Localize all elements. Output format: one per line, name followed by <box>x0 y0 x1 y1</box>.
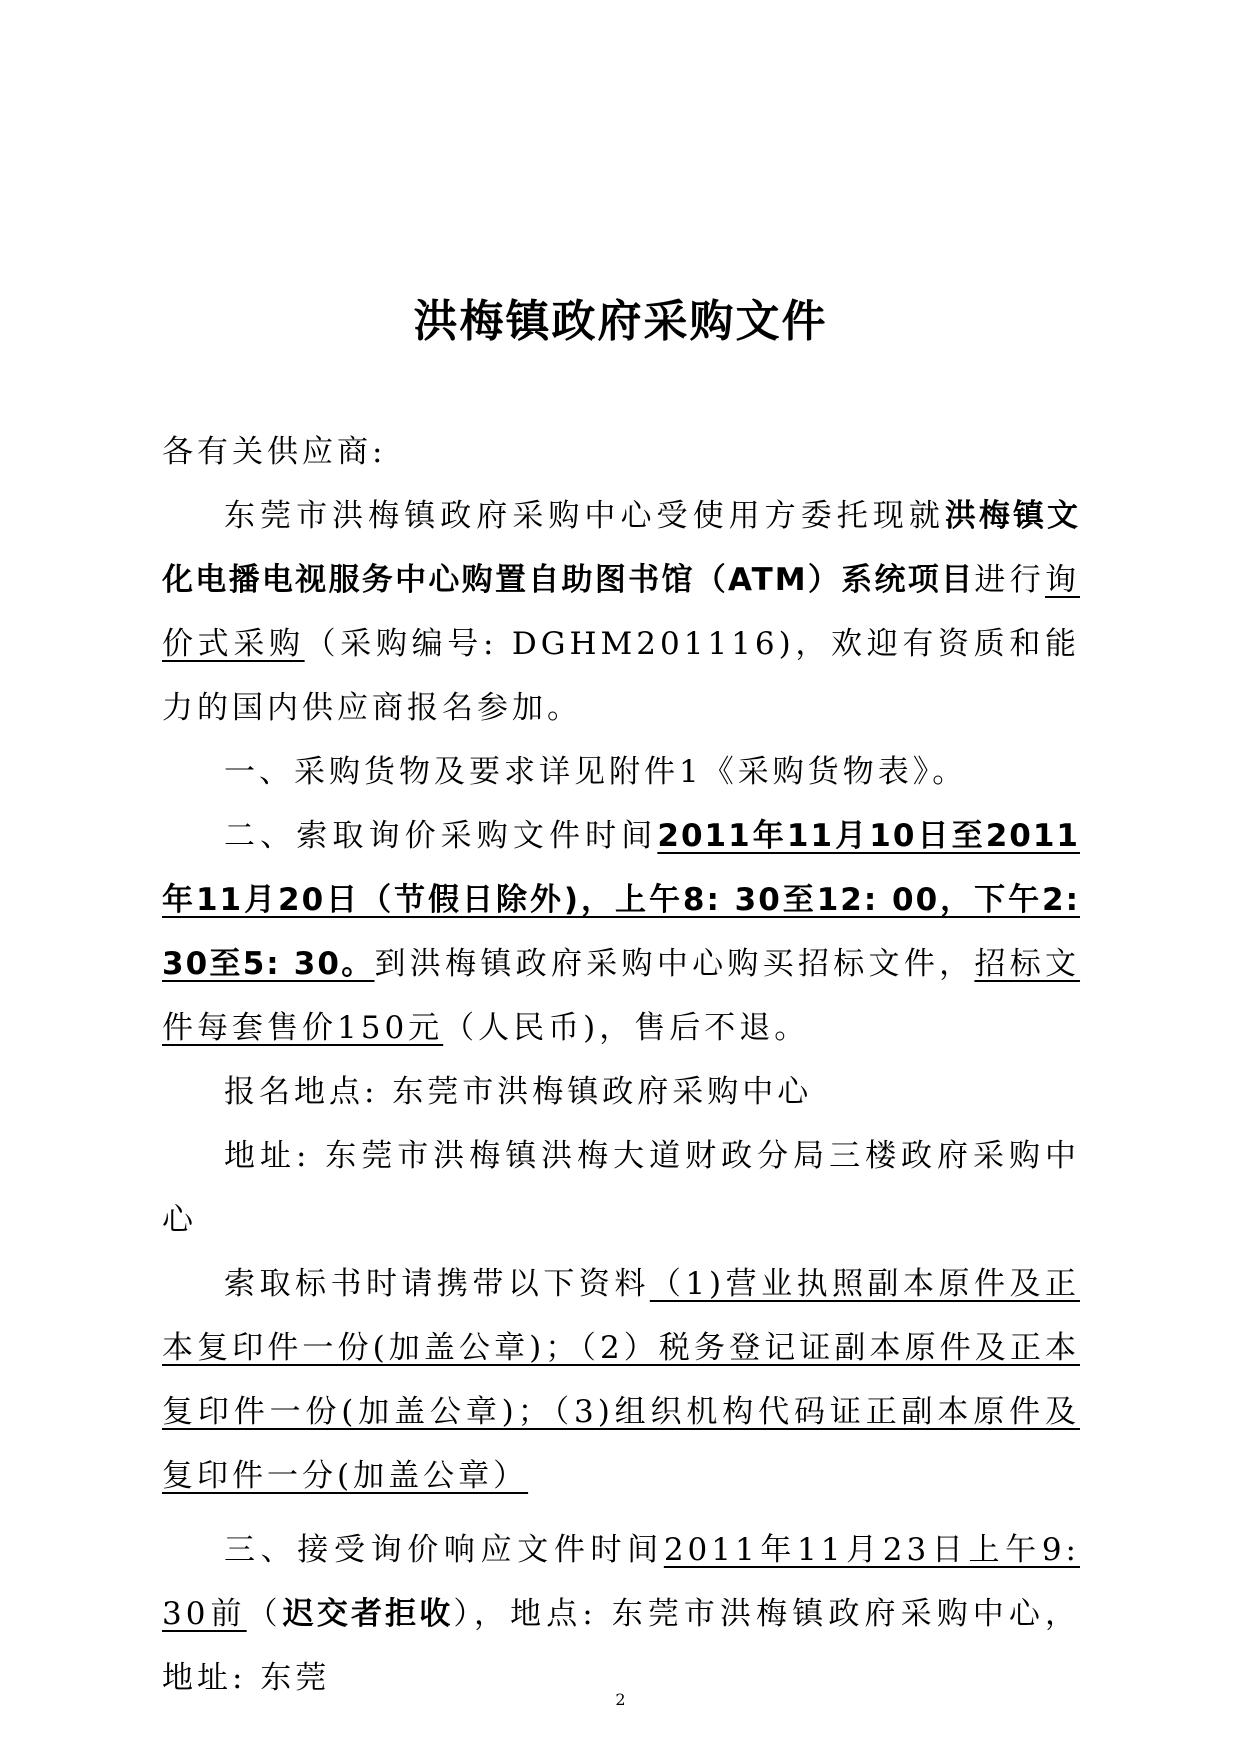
item-1: 一、采购货物及要求详见附件1《采购货物表》。 <box>224 754 968 790</box>
procurement-method: 询价式采购 <box>162 562 1080 662</box>
document-price: 招标文件每套售价150元 <box>162 946 1081 1046</box>
item-2-text-1: 到洪梅镇政府采购中心购买招标文件， <box>374 946 975 982</box>
salutation: 各有关供应商: <box>162 434 387 470</box>
intro-text-2: 进行 <box>974 562 1045 598</box>
intro-text-3: （采购编号: DGHM201116)，欢迎有资质和能力的国内供应商报名参加。 <box>162 626 1081 726</box>
address: 地址: 东莞市洪梅镇洪梅大道财政分局三楼政府采购中心 <box>162 1138 1080 1238</box>
materials-list: （1)营业执照副本原件及正本复印件一份(加盖公章)；（2）税务登记证副本原件及正本复印件一份(加盖公章)；（3)组织机构代码证正副本原件及复印件一分(加盖公章） <box>162 1266 1080 1494</box>
intro-paragraph <box>162 484 1080 740</box>
item-3-open: （ <box>246 1596 283 1632</box>
late-rejection-note: 迟交者拒收 <box>282 1596 454 1632</box>
document-title: 洪梅镇政府采购文件 <box>413 296 828 347</box>
materials-lead: 索取标书时请携带以下资料 <box>224 1266 650 1302</box>
required-materials <box>162 1252 1080 1508</box>
item-3-lead: 三、接受询价响应文件时间 <box>224 1532 664 1568</box>
item-2-text-2: （人民币)，售后不退。 <box>443 1010 810 1046</box>
document-collection-time: 2011年11月10日至2011年11月20日（节假日除外)，上午8: 30至12: 00，下午2: 30至5: 30。 <box>162 818 1081 982</box>
item-2 <box>162 804 1080 1060</box>
item-2-lead: 二、索取询价采购文件时间 <box>224 818 658 854</box>
intro-text-1: 东莞市洪梅镇政府采购中心受使用方委托现就 <box>224 498 945 534</box>
document-body <box>162 420 1080 1710</box>
registration-location: 报名地点: 东莞市洪梅镇政府采购中心 <box>224 1074 813 1110</box>
response-deadline: 2011年11月23日上午9: 30前 <box>162 1532 1080 1632</box>
project-name: 洪梅镇文化电播电视服务中心购置自助图书馆（ATM）系统项目 <box>162 498 1081 598</box>
item-3 <box>162 1518 1080 1710</box>
item-3-rest: ），地点: 东莞市洪梅镇政府采购中心，地址: 东莞 <box>162 1596 1081 1696</box>
page-number: 2 <box>615 1690 626 1709</box>
